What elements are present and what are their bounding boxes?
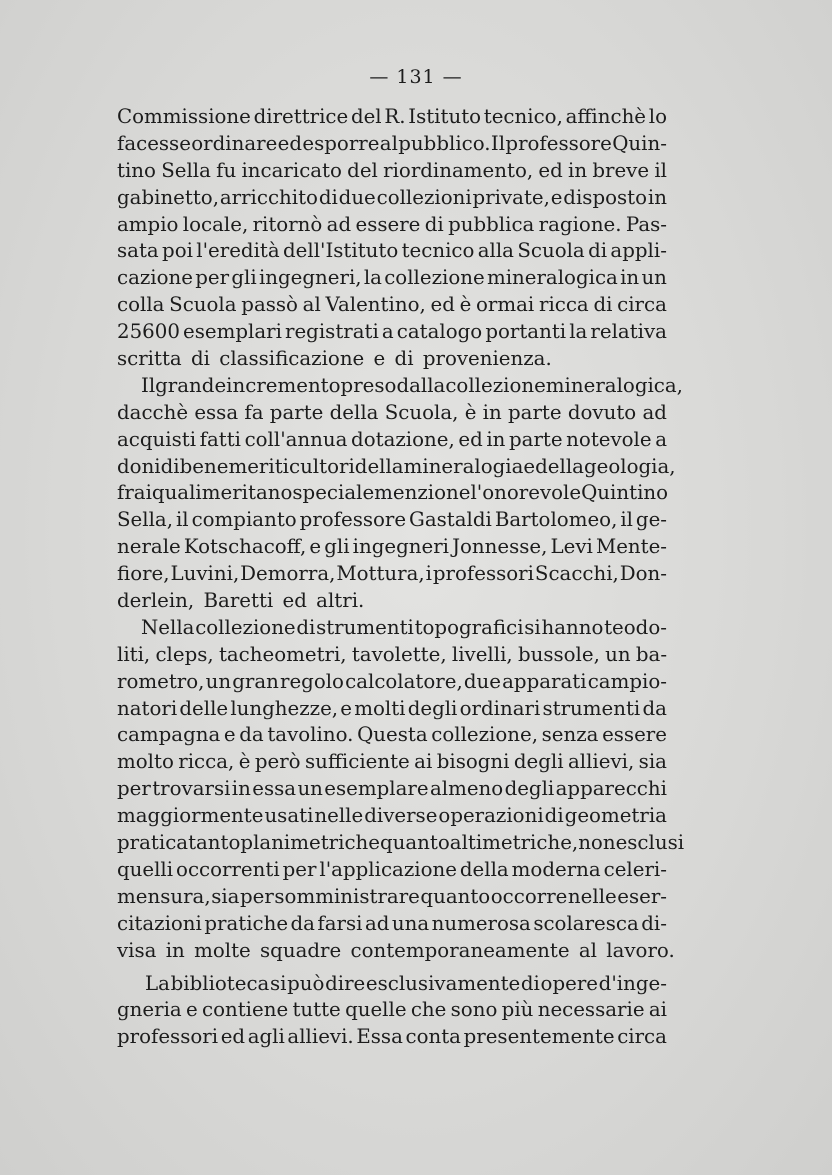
text-line: sata poi l'eredità dell'Istituto tecnico alla Scuola di appli-	[117, 239, 667, 263]
text-line: ampio locale, ritornò ad essere di pubblica ragione. Pas-	[117, 212, 667, 236]
text-line: quelli occorrenti per l'applicazione della moderna celeri-	[117, 857, 667, 881]
text-line: Nella collezione di strumenti topografici si hanno teodo-	[141, 615, 667, 639]
text-line: doni di benemeriti cultori della mineralogia e della geologia,	[117, 454, 676, 478]
text-line: La biblioteca si può dire esclusivamente di opere d'inge-	[145, 971, 667, 995]
text-line: tino Sella fu incaricato del riordinamento, ed in breve il	[117, 158, 667, 182]
paragraph	[117, 971, 667, 1052]
text-line: scritta di classificazione e di provenienza.	[117, 347, 552, 371]
text-line: gabinetto, arricchito di due collezioni private, e disposto in	[117, 185, 667, 209]
page-number: — 131 —	[369, 66, 463, 88]
text-line: visa in molte squadre contemporaneamente al lavoro.	[117, 938, 675, 962]
text-line: per trovarsi in essa un esemplare almeno degli apparecchi	[117, 777, 667, 801]
text-line: natori delle lunghezze, e molti degli ordinari strumenti da	[117, 696, 667, 720]
text-line: facesse ordinare ed esporre al pubblico. Il professore Quin-	[117, 131, 667, 155]
text-line: Il grande incremento preso dalla collezione mineralogica,	[141, 373, 683, 397]
text-line: molto ricca, è però sufficiente ai bisogni degli allievi, sia	[117, 750, 667, 774]
paragraph	[117, 615, 685, 965]
paragraph	[117, 373, 683, 615]
text-line: 25600 esemplari registrati a catalogo portanti la relativa	[117, 320, 667, 344]
text-line: Sella, il compianto professore Gastaldi Bartolomeo, il ge-	[117, 508, 667, 532]
text-line: Commissione direttrice del R. Istituto tecnico, affinchè lo	[117, 105, 667, 128]
text-line: campagna e da tavolino. Questa collezione, senza essere	[117, 723, 667, 747]
text-line: acquisti fatti coll'annua dotazione, ed in parte notevole a	[117, 427, 667, 451]
text-line: mensura, sia per somministrare quanto occorre nelle eser-	[117, 884, 667, 908]
text-line: colla Scuola passò al Valentino, ed è ormai ricca di circa	[117, 293, 667, 317]
text-line: pratica tanto planimetriche quanto altimetriche, non esclusi	[117, 831, 685, 855]
paragraph	[117, 104, 667, 373]
text-line: professori ed agli allievi. Essa conta presentemente circa	[117, 1025, 667, 1049]
text-line: fiore, Luvini, Demorra, Mottura, i professori Scacchi, Don-	[117, 562, 667, 586]
text-line: liti, cleps, tacheometri, tavolette, livelli, bussole, un ba-	[117, 642, 667, 666]
text-line: derlein, Baretti ed altri.	[117, 589, 365, 613]
text-line: dacchè essa fa parte della Scuola, è in parte dovuto ad	[117, 400, 667, 424]
text-line: fra i quali meritano speciale menzione l'onorevole Quintino	[117, 481, 669, 505]
body-text	[117, 104, 685, 1051]
text-line: rometro, un gran regolo calcolatore, due apparati campio-	[117, 669, 667, 693]
text-line: cazione per gli ingegneri, la collezione mineralogica in un	[117, 266, 667, 290]
text-line: gneria e contiene tutte quelle che sono più necessarie ai	[117, 998, 667, 1022]
text-line: citazioni pratiche da farsi ad una numerosa scolaresca di-	[117, 911, 667, 935]
text-line: maggiormente usati nelle diverse operazioni di geometria	[117, 804, 667, 828]
text-line: nerale Kotschacoff, e gli ingegneri Jonnesse, Levi Mente-	[117, 535, 667, 559]
